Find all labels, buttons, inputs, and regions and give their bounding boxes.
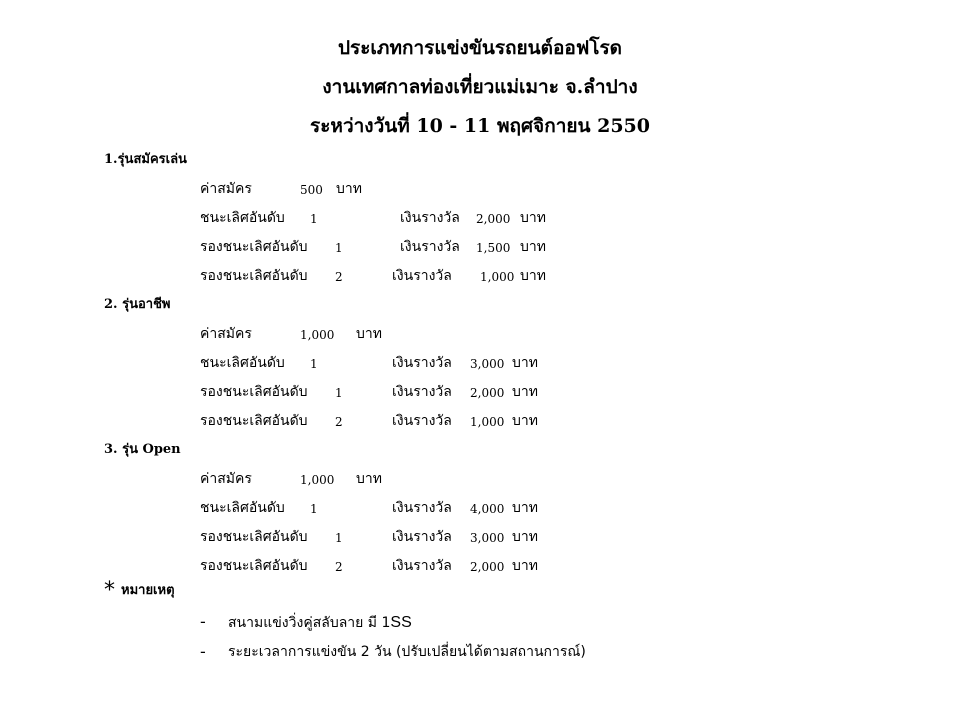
prize-rank: 1	[310, 502, 318, 516]
prize-place: รองชนะเลิศอันดับ	[200, 558, 308, 574]
prize-rank: 1	[335, 531, 343, 545]
prize-unit: บาท	[520, 210, 546, 226]
prize-unit: บาท	[520, 268, 546, 284]
section-heading-professional: 2. รุ่นอาชีพ	[104, 297, 171, 312]
section-heading-open: 3. รุ่น Open	[104, 442, 181, 457]
fee-amount: 1,000	[300, 328, 335, 342]
fee-unit: บาท	[356, 471, 382, 487]
prize-unit: บาท	[512, 558, 538, 574]
title-line-3: ระหว่างวันที่ 10 - 11 พฤศจิกายน 2550	[310, 115, 650, 137]
prize-rank: 2	[335, 415, 343, 429]
prize-amount: 3,000	[470, 531, 505, 545]
prize-unit: บาท	[512, 529, 538, 545]
prize-rank: 1	[335, 241, 343, 255]
prize-rank: 1	[310, 357, 318, 371]
prize-label: เงินรางวัล	[400, 210, 460, 226]
note-item	[228, 643, 586, 661]
prize-label: เงินรางวัล	[392, 558, 452, 574]
prize-amount: 1,000	[470, 415, 505, 429]
prize-amount: 3,000	[470, 357, 505, 371]
prize-amount: 2,000	[470, 560, 505, 574]
prize-unit: บาท	[512, 413, 538, 429]
prize-unit: บาท	[512, 500, 538, 516]
fee-unit: บาท	[356, 326, 382, 342]
prize-label: เงินรางวัล	[392, 268, 452, 284]
prize-amount: 1,500	[476, 241, 511, 255]
prize-label: เงินรางวัล	[392, 355, 452, 371]
prize-place: รองชนะเลิศอันดับ	[200, 529, 308, 545]
title-line-2: งานเทศกาลท่องเที่ยวแม่เมาะ จ.ลำปาง	[322, 76, 638, 98]
prize-rank: 1	[335, 386, 343, 400]
prize-unit: บาท	[512, 355, 538, 371]
asterisk-icon: *	[104, 578, 115, 603]
notes-heading: หมายเหตุ	[121, 583, 175, 598]
prize-place: รองชนะเลิศอันดับ	[200, 268, 308, 284]
prize-place: ชนะเลิศอันดับ	[200, 210, 285, 226]
fee-amount: 1,000	[300, 473, 335, 487]
fee-label: ค่าสมัคร	[200, 471, 252, 487]
bullet-dash: -	[200, 612, 206, 631]
note-item	[228, 614, 412, 632]
prize-place: รองชนะเลิศอันดับ	[200, 384, 308, 400]
prize-amount: 4,000	[470, 502, 505, 516]
prize-rank: 2	[335, 270, 343, 284]
prize-label: เงินรางวัล	[400, 239, 460, 255]
prize-label: เงินรางวัล	[392, 529, 452, 545]
prize-rank: 1	[310, 212, 318, 226]
note-suffix: SS	[390, 614, 412, 631]
note-text: สนามแข่งวิ่งคู่สลับลาย มี 1	[228, 615, 391, 631]
prize-rank: 2	[335, 560, 343, 574]
prize-amount: 1,000	[480, 270, 515, 284]
note-text: ระยะเวลาการแข่งขัน 2 วัน (ปรับเปลี่ยนได้ตามสถานการณ์)	[228, 644, 586, 660]
prize-unit: บาท	[520, 239, 546, 255]
prize-amount: 2,000	[470, 386, 505, 400]
fee-label: ค่าสมัคร	[200, 326, 252, 342]
prize-amount: 2,000	[476, 212, 511, 226]
prize-label: เงินรางวัล	[392, 500, 452, 516]
notes-heading-row	[104, 578, 175, 603]
prize-place: รองชนะเลิศอันดับ	[200, 239, 308, 255]
prize-place: ชนะเลิศอันดับ	[200, 500, 285, 516]
prize-place: ชนะเลิศอันดับ	[200, 355, 285, 371]
prize-label: เงินรางวัล	[392, 413, 452, 429]
title-line-1: ประเภทการแข่งขันรถยนต์ออฟโรด	[337, 37, 623, 59]
section-heading-amateur: 1.รุ่นสมัครเล่น	[104, 152, 187, 167]
prize-label: เงินรางวัล	[392, 384, 452, 400]
bullet-dash: -	[200, 642, 206, 661]
prize-unit: บาท	[512, 384, 538, 400]
fee-label: ค่าสมัคร	[200, 181, 252, 197]
fee-amount: 500	[300, 183, 323, 197]
prize-place: รองชนะเลิศอันดับ	[200, 413, 308, 429]
fee-unit: บาท	[336, 181, 362, 197]
